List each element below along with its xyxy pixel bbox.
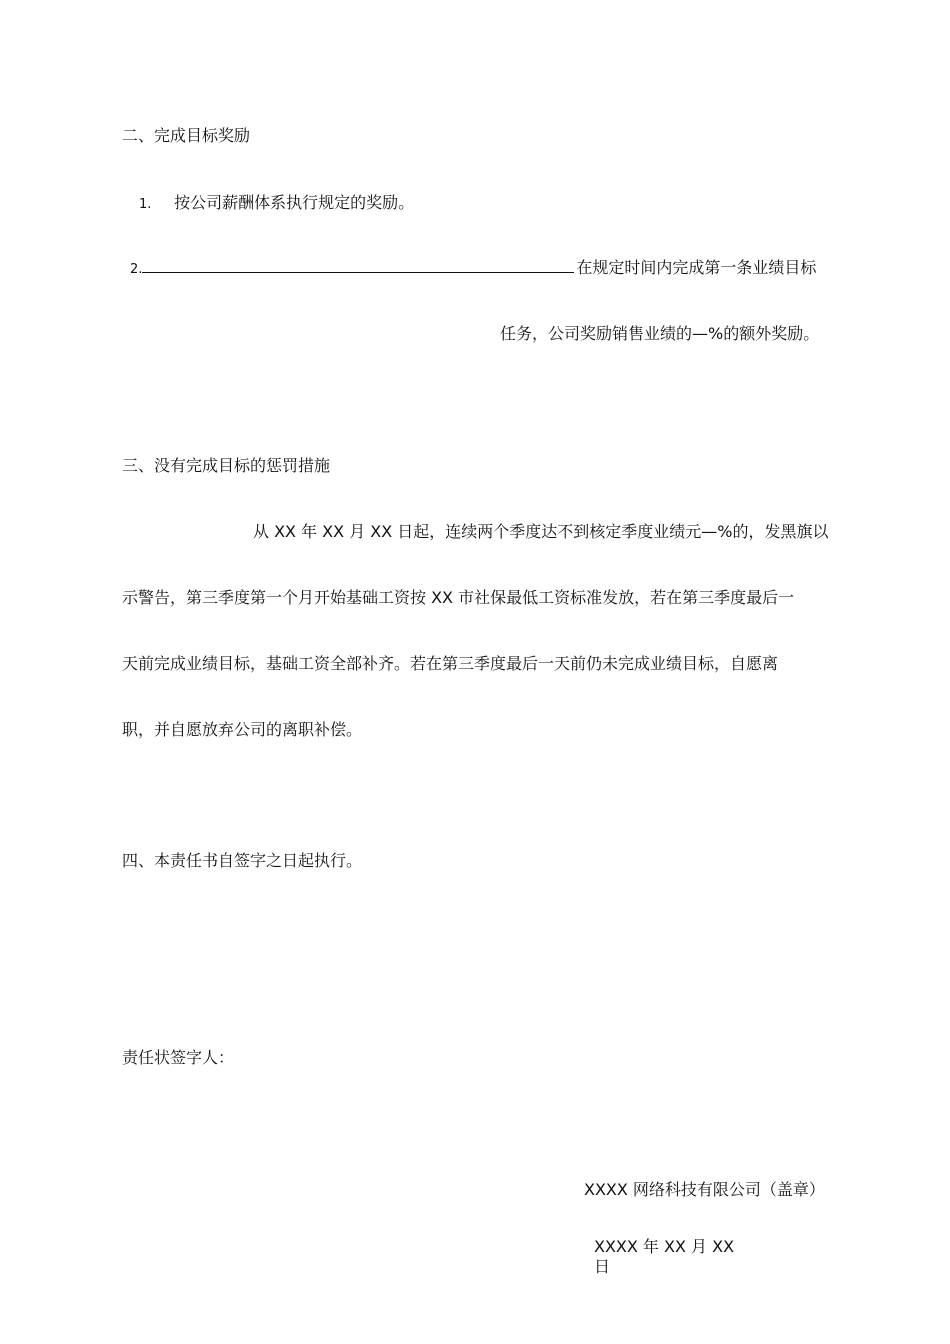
fill-in-blank — [142, 258, 574, 273]
date-line-2: 日 — [594, 1257, 611, 1276]
date-line-1: XXXX 年 XX 月 XX — [594, 1237, 735, 1256]
section-3-paragraph-line-4: 职，并自愿放弃公司的离职补偿。 — [122, 720, 363, 739]
section-3-paragraph-line-3: 天前完成业绩目标，基础工资全部补齐。若在第三季度最后一天前仍未完成业绩目标，自愿离 — [122, 654, 779, 673]
signer-label: 责任状签字人： — [122, 1048, 235, 1067]
section-2-heading: 二、完成目标奖励 — [122, 126, 251, 145]
item-1-number: 1. — [139, 197, 152, 212]
company-seal-line: XXXX 网络科技有限公司（盖章） — [584, 1180, 825, 1199]
item-1-text: 按公司薪酬体系执行规定的奖励。 — [174, 193, 415, 212]
section-2-item-1 — [139, 193, 414, 215]
section-2-item-2 — [130, 258, 816, 280]
section-3-heading: 三、没有完成目标的惩罚措施 — [122, 456, 331, 475]
item-2-text-a: 在规定时间内完成第一条业绩目标 — [576, 258, 817, 277]
item-2-text-b: 任务，公司奖励销售业绩的—%的额外奖励。 — [500, 324, 820, 343]
section-4-heading: 四、本责任书自签字之日起执行。 — [122, 851, 363, 870]
section-3-paragraph-line-2: 示警告，第三季度第一个月开始基础工资按 XX 市社保最低工资标准发放，若在第三季度最后一 — [122, 588, 795, 607]
item-2-number: 2. — [130, 262, 143, 277]
section-3-paragraph-line-1: 从 XX 年 XX 月 XX 日起，连续两个季度达不到核定季度业绩元—%的，发黑旗以 — [253, 522, 829, 541]
